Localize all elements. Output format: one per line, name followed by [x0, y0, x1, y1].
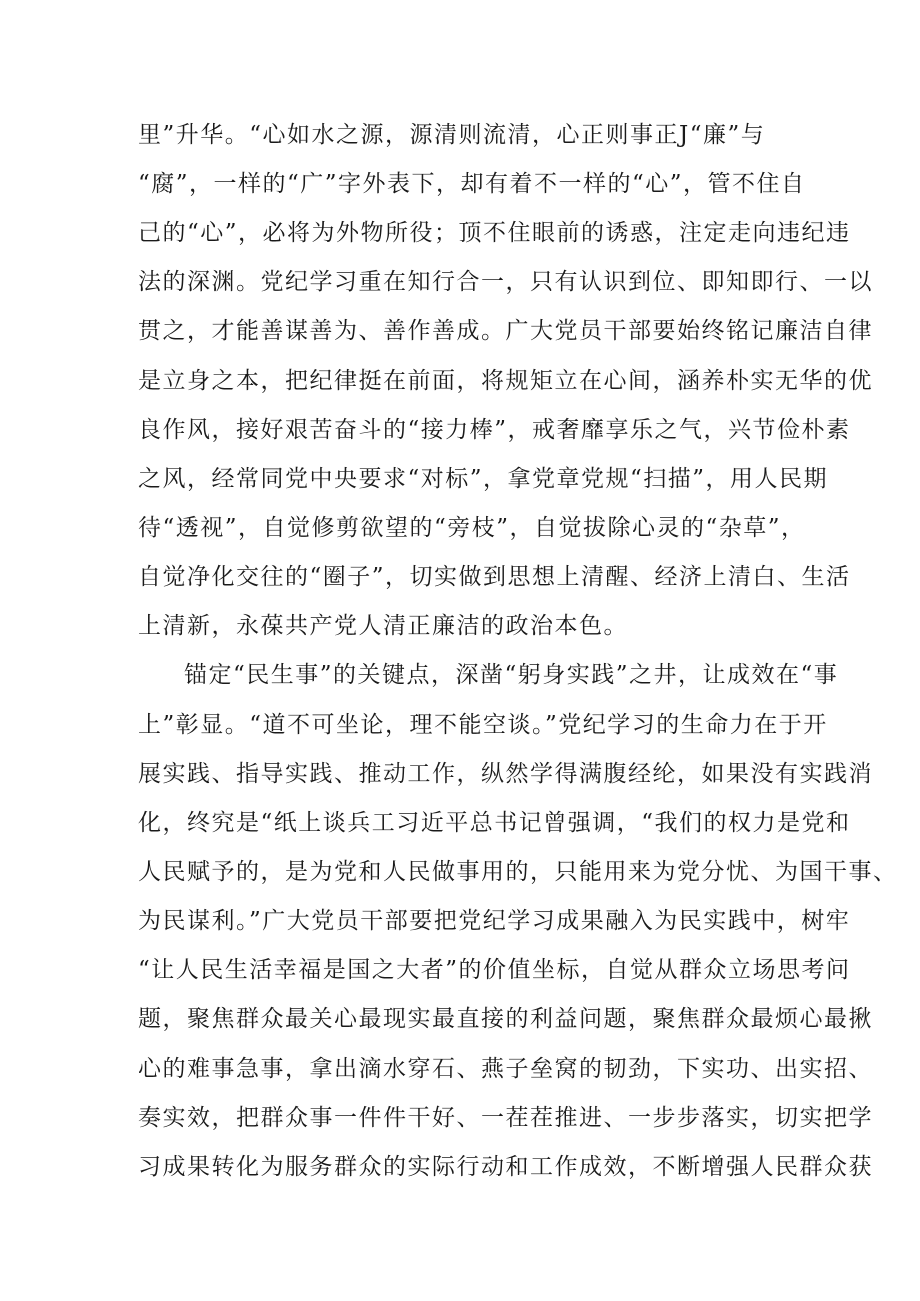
- text-line: “让人民生活幸福是国之大者”的价值坐标，自觉从群众立场思考问: [138, 957, 851, 983]
- text-line: “腐”，一样的“广”字外表下，却有着不一样的“心”，管不住自: [138, 171, 806, 197]
- text-line: 上清新，永葆共产党人清正廉洁的政治本色。: [138, 613, 628, 639]
- paragraph-first-line: 锚定“民生事”的关键点，深凿“躬身实践”之井，让成效在“事: [184, 662, 839, 688]
- text-line: 习成果转化为服务群众的实际行动和工作成效，不断增强人民群众获: [138, 1154, 873, 1180]
- text-line: 心的难事急事，拿出滴水穿石、燕子垒窝的韧劲，下实功、出实招、: [138, 1056, 873, 1082]
- text-line: 上”彰显。“道不可坐论，理不能空谈。”党纪学习的生命力在于开: [138, 712, 828, 738]
- text-line: 待“透视”，自觉修剪欲望的“旁枝”，自觉拔除心灵的“杂草”，: [138, 515, 806, 541]
- text-line: 良作风，接好艰苦奋斗的“接力棒”，戒奢靡享乐之气，兴节俭朴素: [138, 417, 851, 443]
- text-line: 里”升华。“心如水之源，源清则流清，心正则事正J“廉”与: [138, 122, 766, 148]
- text-line: 法的深渊。党纪学习重在知行合一，只有认识到位、即知即行、一以: [138, 269, 873, 295]
- text-line: 自觉净化交往的“圈子”，切实做到思想上清醒、经济上清白、生活: [138, 564, 851, 590]
- text-line: 奏实效，把群众事一件件干好、一茬茬推进、一步步落实，切实把学: [138, 1105, 873, 1131]
- text-line: 之风，经常同党中央要求“对标”，拿党章党规“扫描”，用人民期: [138, 466, 829, 492]
- text-line: 展实践、指导实践、推动工作，纵然学得满腹经纶，如果没有实践消: [138, 761, 873, 787]
- text-line: 人民赋予的，是为党和人民做事用的，只能用来为党分忧、为国干事、: [138, 859, 898, 885]
- text-line: 己的“心”，必将为外物所役；顶不住眼前的诱惑，注定走向违纪违: [138, 220, 851, 246]
- text-line: 贯之，才能善谋善为、善作善成。广大党员干部要始终铭记廉洁自律: [138, 318, 873, 344]
- text-line: 为民谋利。”广大党员干部要把党纪学习成果融入为民实践中，树牢: [138, 908, 851, 934]
- text-line: 题，聚焦群众最关心最现实最直接的利益问题，聚焦群众最烦心最揪: [138, 1006, 873, 1032]
- text-line: 化，终究是“纸上谈兵工习近平总书记曾强调，“我们的权力是党和: [138, 810, 851, 836]
- text-line: 是立身之本，把纪律挺在前面，将规矩立在心间，涵养朴实无华的优: [138, 368, 873, 394]
